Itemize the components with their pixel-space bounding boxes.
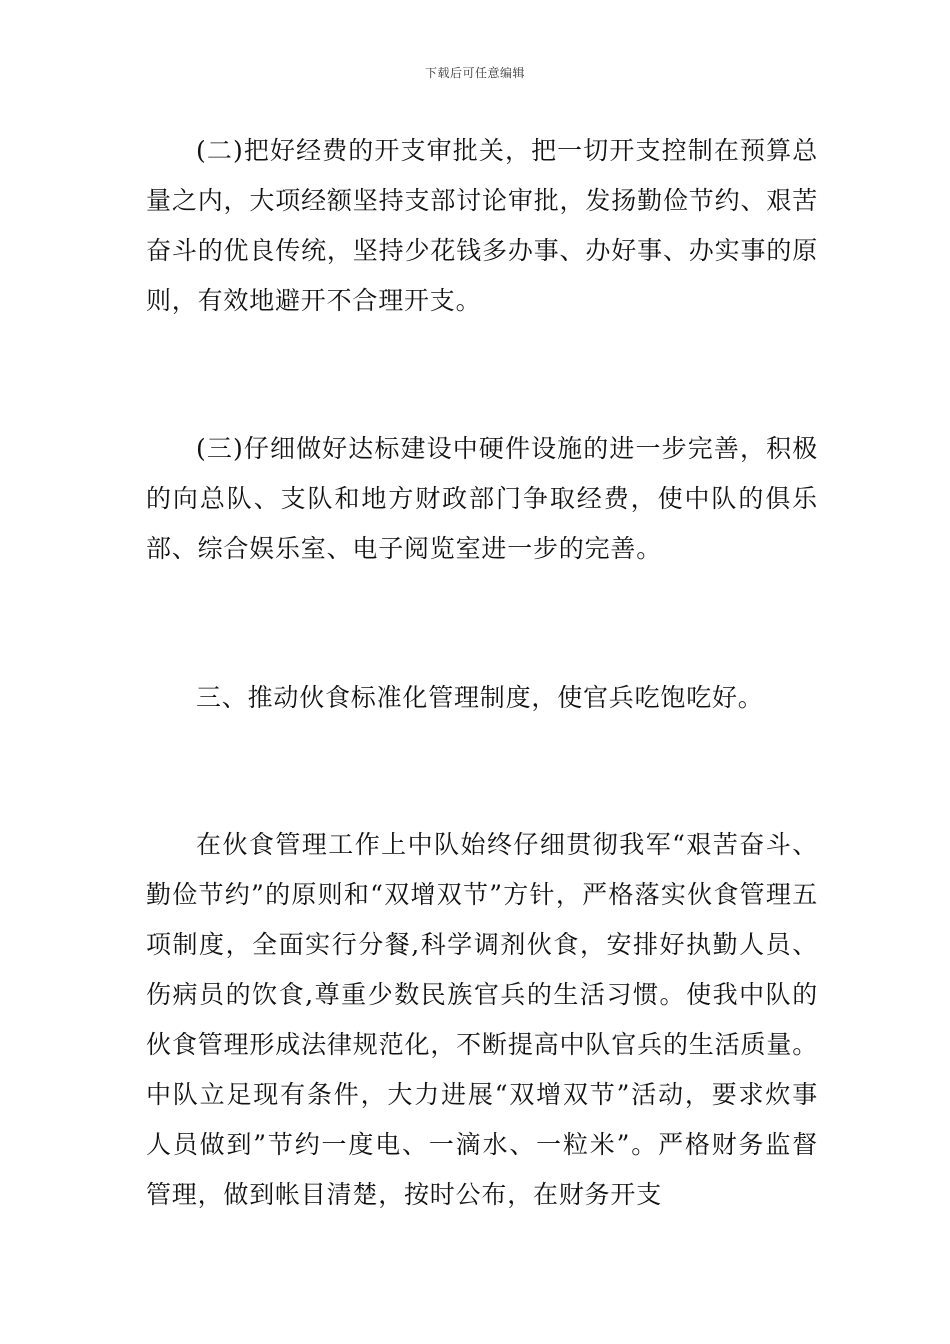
page-header-note: 下载后可任意编辑 xyxy=(424,66,525,80)
section-heading-catering: 三、推动伙食标准化管理制度，使官兵吃饱吃好。 xyxy=(196,683,764,712)
paragraph-budget-approval: (二)把好经费的开支审批关，把一切开支控制在预算总量之内，大项经额坚持支部讨论审批，发扬勤俭节约、艰苦奋斗的优良传统，坚持少花钱多办事、办好事、办实事的原则，有效地避开不合理开支。 xyxy=(146,136,818,315)
paragraph-catering-management: 在伙食管理工作上中队始终仔细贯彻我军“艰苦奋斗、勤俭节约”的原则和“双增双节”方针，严格落实伙食管理五项制度，全面实行分餐,科学调剂伙食，安排好执勤人员、伤病员的饮食,尊重少数民族官兵的生活习惯。使我中队的伙食管理形成法律规范化，不断提高中队官兵的生活质量。中队立足现有条件，大力进展“双增双节”活动，要求炊事人员做到”节约一度电、一滴水、一粒米”。严格财务监督管理，做到帐目清楚，按时公布，在财务开支 xyxy=(146,830,818,1209)
paragraph-facility-improvement: (三)仔细做好达标建设中硬件设施的进一步完善，积极的向总队、支队和地方财政部门争取经费，使中队的俱乐部、综合娱乐室、电子阅览室进一步的完善。 xyxy=(146,434,818,563)
